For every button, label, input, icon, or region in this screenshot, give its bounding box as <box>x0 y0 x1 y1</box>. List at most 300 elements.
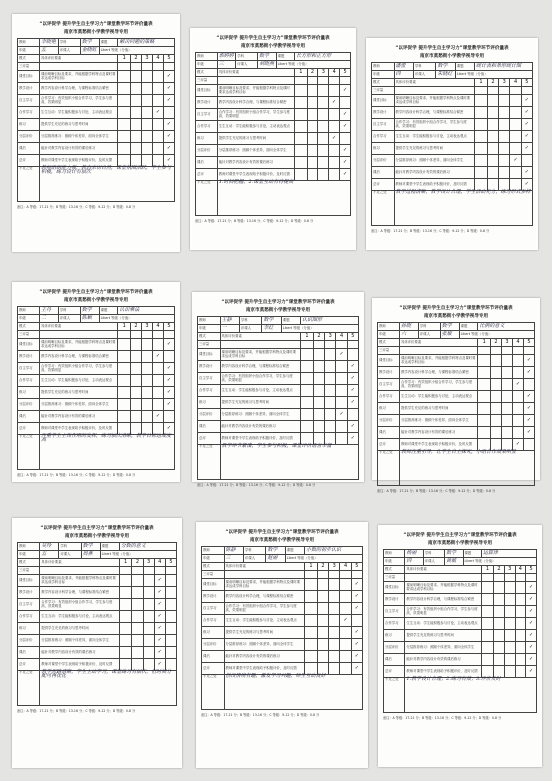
evaluator-name: 朱晓红 <box>436 71 455 79</box>
criteria-section: 总评 <box>198 433 221 445</box>
criteria-row <box>378 391 535 403</box>
criteria-section: 自主学习 <box>18 363 40 375</box>
evaluation-table <box>197 316 359 480</box>
score-cell: ✓ <box>521 143 532 155</box>
label-teacher: 教师 <box>196 53 218 61</box>
label-comment: 不足之处 <box>196 181 218 216</box>
score-cell <box>295 77 307 85</box>
sheet-footnote: 备注：A 等级：17-21 分；B 等级：13-16 分；C 等级：9-12 分；D 等级：0-8 分 <box>197 483 316 487</box>
label-section: 模式 <box>18 323 40 331</box>
subject-value: 数学 <box>80 39 99 47</box>
criteria-text: 能针对教学内容设计有效的课后练习 <box>40 647 119 659</box>
score-cell <box>512 355 523 367</box>
score-cell <box>504 618 515 630</box>
criteria-section: 教学设计 <box>202 591 225 603</box>
evaluation-table <box>371 62 533 226</box>
criteria-text: 生生互动：学生能积极参与讨论，主动表达观点 <box>405 618 481 630</box>
teacher-name: 杨丽 <box>405 550 423 558</box>
score-cell <box>313 409 324 421</box>
score-cell <box>336 361 347 373</box>
sheet-subtitle: 南京市莫愁街小学教学视导专用 <box>63 298 129 303</box>
evaluation-table <box>201 546 363 710</box>
criteria-row <box>18 83 175 95</box>
score-cell <box>119 587 132 599</box>
grade-value: 四 <box>405 558 423 566</box>
criteria-row <box>18 387 175 399</box>
criteria-section: 三评量 <box>378 347 400 355</box>
evaluation-sheet <box>366 38 538 250</box>
criteria-section: 三评量 <box>198 341 221 349</box>
teacher-name: 王静 <box>220 317 239 325</box>
criteria-row <box>196 121 351 133</box>
criteria-row <box>198 349 359 361</box>
score-cell <box>132 587 143 599</box>
criteria-row <box>384 654 537 666</box>
label-subject: 学科 <box>243 547 266 555</box>
label-teacher: 教师 <box>18 39 40 47</box>
label-section: 模式 <box>198 333 221 341</box>
score-cell <box>143 623 154 635</box>
label-grade: 年级 <box>18 551 40 559</box>
score-cell <box>163 351 174 363</box>
score-cell <box>481 606 493 618</box>
score-cell <box>329 603 340 615</box>
criteria-row <box>372 131 533 143</box>
score-cell: ✓ <box>347 385 358 397</box>
score-cell: ✓ <box>340 109 351 121</box>
score-cell <box>307 77 318 85</box>
level-header: 2 <box>130 55 141 63</box>
evaluation-sheet <box>190 28 356 250</box>
label-subject: 学科 <box>59 543 81 551</box>
score-cell: ✓ <box>329 133 340 145</box>
criteria-row <box>378 403 535 415</box>
score-cell <box>510 107 521 119</box>
criteria-text: 生生互动：学生能积极参与讨论，主动表达观点 <box>224 615 304 627</box>
criteria-section: 三评量 <box>372 87 395 95</box>
comment-row <box>384 678 537 713</box>
score-cell <box>318 109 329 121</box>
sheet-title: “以评促学 提升学生自主学习力”课堂教学环节评价量表 <box>216 36 330 41</box>
score-cell <box>141 131 152 143</box>
score-cell <box>152 339 163 351</box>
score-cell <box>329 77 340 85</box>
level-header: 3 <box>504 566 515 574</box>
criteria-text <box>217 77 294 85</box>
score-cell <box>521 87 532 95</box>
score-cell <box>313 385 324 397</box>
label-criteria: 具体评价要素 <box>39 55 117 63</box>
label-subject: 学科 <box>239 317 262 325</box>
score-cell <box>154 567 165 575</box>
sheet-subtitle: 南京市莫愁街小学教学视导专用 <box>63 30 129 35</box>
score-cell <box>325 373 336 385</box>
label-likert: Likert 等级（分值） <box>285 555 362 563</box>
label-teacher: 教师 <box>378 323 400 331</box>
score-cell <box>336 341 347 349</box>
score-cell <box>301 385 314 397</box>
evaluation-sheet <box>378 525 542 767</box>
score-cell <box>351 571 362 579</box>
score-cell <box>340 639 351 651</box>
criteria-row <box>384 574 537 582</box>
sheet-subtitle: 南京市莫愁街小学教学视导专用 <box>245 308 311 313</box>
criteria-section: 自主学习 <box>384 606 405 618</box>
criteria-section: 课后 <box>18 411 40 423</box>
score-cell: ✓ <box>163 375 174 387</box>
criteria-section: 三评量 <box>384 574 405 582</box>
score-cell <box>325 385 336 397</box>
lesson-title: 比例的意义 <box>478 323 535 331</box>
handwritten-comment: 教师注重引导，让学生自主探究，小组合作效果明显 <box>399 451 534 486</box>
score-cell <box>318 133 329 145</box>
teacher-name: 陈静 <box>224 547 243 555</box>
level-header: 1 <box>301 333 314 341</box>
sheet-title: “以评促学 提升学生自主学习力”课堂教学环节评价量表 <box>40 526 154 531</box>
criteria-row <box>384 630 537 642</box>
evaluator-name: 周燕 <box>81 551 100 559</box>
score-cell <box>475 119 488 131</box>
criteria-row <box>18 339 175 351</box>
criteria-text: 教学内容设计科学合理，与课程标准结合紧密 <box>40 587 119 599</box>
criteria-section: 课后 <box>372 167 395 179</box>
level-header: 1 <box>481 566 493 574</box>
evaluation-sheet <box>196 522 368 768</box>
score-cell: ✓ <box>154 623 165 635</box>
score-cell <box>504 574 515 582</box>
score-cell: ✓ <box>523 403 534 415</box>
level-header: 3 <box>499 79 510 87</box>
score-cell <box>501 379 512 391</box>
criteria-text: 教学内容设计科学合理，与课程标准结合紧密 <box>405 594 481 606</box>
criteria-row <box>378 367 535 379</box>
score-cell <box>510 167 521 179</box>
score-cell <box>329 571 340 579</box>
score-cell <box>141 411 152 423</box>
handwritten-comment: 1.教学设计合理；2.练习有效；3.评价及时 <box>405 678 537 713</box>
criteria-text: 能针对教学内容设计有效的课后练习 <box>405 654 481 666</box>
criteria-text: 能针对教学内容设计有效的课后练习 <box>394 167 474 179</box>
score-cell <box>504 606 515 618</box>
criteria-row <box>372 167 533 179</box>
score-cell <box>301 341 314 349</box>
score-cell <box>307 133 318 145</box>
score-cell <box>512 347 523 355</box>
level-header: 1 <box>478 339 491 347</box>
criteria-row <box>196 157 351 169</box>
level-header: 1 <box>295 69 307 77</box>
score-cell: ✓ <box>163 387 174 399</box>
score-cell <box>487 155 498 167</box>
label-section: 模式 <box>202 563 225 571</box>
score-cell <box>143 575 154 587</box>
sheet-footnote: 备注：A 等级：17-21 分；B 等级：13-16 分；C 等级：9-12 分；D 等级：0-8 分 <box>195 219 314 223</box>
score-cell <box>118 83 131 95</box>
score-cell <box>118 363 131 375</box>
criteria-text: 合作学习：有效组织小组合作学习，学生参与度高，效果明显 <box>399 379 477 391</box>
criteria-section: 练习 <box>18 119 40 131</box>
lesson-title: 小数的初步认识 <box>305 547 363 555</box>
score-cell <box>494 594 505 606</box>
handwritten-comment: 教师组织能力强，教态亲切自然，课堂氛围活跃，学生参与积极，练习设计有层次 <box>39 167 174 202</box>
level-header: 3 <box>143 559 154 567</box>
label-section: 模式 <box>18 55 40 63</box>
label-section: 模式 <box>196 69 218 77</box>
score-cell <box>119 623 132 635</box>
score-cell: ✓ <box>347 421 358 433</box>
score-cell: ✓ <box>329 97 340 109</box>
criteria-section: 分层评价 <box>384 642 405 654</box>
score-cell: ✓ <box>340 615 351 627</box>
score-cell <box>512 367 523 379</box>
criteria-text: 教学内容设计科学合理，与课程标准结合紧密 <box>39 351 117 363</box>
level-header: 1 <box>475 79 488 87</box>
criteria-section: 课后 <box>18 647 40 659</box>
score-cell <box>301 397 314 409</box>
score-cell <box>141 71 152 83</box>
score-cell: ✓ <box>351 627 362 639</box>
level-header: 2 <box>132 559 143 567</box>
score-cell <box>499 119 510 131</box>
score-cell <box>118 95 131 107</box>
grade-value: 四 <box>394 71 413 79</box>
score-cell <box>152 143 163 155</box>
score-cell <box>329 85 340 97</box>
score-cell <box>336 421 347 433</box>
score-cell <box>512 415 523 427</box>
score-cell <box>141 143 152 155</box>
evaluator-name: 黄敏 <box>445 558 463 566</box>
score-cell <box>329 145 340 157</box>
criteria-row <box>378 379 535 391</box>
score-cell <box>301 361 314 373</box>
grade-value: 二 <box>39 315 58 323</box>
score-cell <box>295 85 307 97</box>
score-cell <box>318 157 329 169</box>
score-cell <box>325 409 336 421</box>
score-cell <box>490 367 501 379</box>
score-cell <box>317 615 328 627</box>
level-header: 1 <box>305 563 318 571</box>
sheet-footnote: 备注：A 等级：17-21 分；B 等级：13-16 分；C 等级：9-12 分；D 等级：0-8 分 <box>17 709 136 713</box>
label-criteria: 具体评价要素 <box>405 566 481 574</box>
label-likert: Likert 等级（分值） <box>99 315 174 323</box>
criteria-row <box>18 331 175 339</box>
handwritten-comment: 教学环节紧凑，学生参与积极，课堂评价语言丰富 <box>220 445 358 480</box>
criteria-row <box>18 567 177 575</box>
criteria-row <box>202 603 363 615</box>
criteria-section: 练习 <box>202 627 225 639</box>
score-cell <box>340 571 351 579</box>
score-cell <box>163 331 174 339</box>
lesson-title: 认识乘法 <box>118 307 175 315</box>
score-cell <box>340 97 351 109</box>
score-cell <box>487 119 498 131</box>
criteria-text <box>224 571 304 579</box>
criteria-section: 总评 <box>378 439 400 451</box>
score-cell <box>340 651 351 663</box>
criteria-text: 生生互动：学生能积极参与讨论，主动表达观点 <box>217 121 294 133</box>
score-cell <box>307 109 318 121</box>
label-comment: 不足之处 <box>18 435 40 470</box>
criteria-section: 合作学习 <box>18 375 40 387</box>
score-cell <box>340 603 351 615</box>
label-lesson: 课题 <box>459 323 478 331</box>
label-comment: 不足之处 <box>378 451 400 486</box>
score-cell <box>165 623 176 635</box>
score-cell <box>504 594 515 606</box>
label-criteria: 具体评价要素 <box>224 563 304 571</box>
evaluation-table <box>383 549 537 713</box>
score-cell <box>510 143 521 155</box>
lesson-title: 解决问题的策略 <box>118 39 175 47</box>
lesson-title: 统计表和条形统计图 <box>475 63 533 71</box>
score-cell: ✓ <box>340 169 351 181</box>
criteria-text: 提供学生充足的练习与思考时间 <box>40 623 119 635</box>
criteria-section: 教学设计 <box>18 587 40 599</box>
subject-value: 数学 <box>81 543 100 551</box>
criteria-text: 提供学生充足的练习与思考时间 <box>217 133 294 145</box>
score-cell <box>494 582 505 594</box>
level-header: 5 <box>523 339 534 347</box>
score-cell <box>118 339 131 351</box>
score-cell: ✓ <box>526 594 537 606</box>
criteria-section: 分层评价 <box>202 639 225 651</box>
criteria-row <box>198 421 359 433</box>
score-cell <box>130 83 141 95</box>
score-cell <box>165 635 176 647</box>
score-cell <box>305 639 318 651</box>
score-cell <box>141 331 152 339</box>
criteria-text: 教师对课堂中学生表现给予积极评价，及时反馈 <box>39 155 117 167</box>
comment-row <box>378 451 535 486</box>
score-cell <box>119 599 132 611</box>
score-cell <box>130 351 141 363</box>
score-cell <box>481 582 493 594</box>
score-cell <box>305 603 318 615</box>
criteria-text: 课前明晰目标及要求，并能根据学科特点及课时要求达成学科目标 <box>40 575 119 587</box>
sheet-footnote: 备注：A 等级：17-21 分；B 等级：13-16 分；C 等级：9-12 分；D 等级：0-8 分 <box>383 716 502 720</box>
criteria-text <box>394 87 474 95</box>
score-cell <box>336 433 347 445</box>
score-cell <box>165 611 176 623</box>
score-cell <box>475 87 488 95</box>
score-cell <box>141 351 152 363</box>
level-header: 2 <box>130 323 141 331</box>
evaluator-name: 刘晓燕 <box>257 61 276 69</box>
score-cell <box>295 157 307 169</box>
criteria-section: 合作学习 <box>372 131 395 143</box>
score-cell: ✓ <box>351 651 362 663</box>
score-cell <box>329 591 340 603</box>
criteria-text: 课前明晰目标及要求，并能根据学科特点及课时要求达成学科目标 <box>220 349 300 361</box>
score-cell <box>152 387 163 399</box>
criteria-section: 练习 <box>196 133 218 145</box>
score-cell <box>510 95 521 107</box>
criteria-row <box>202 579 363 591</box>
score-cell <box>118 143 131 155</box>
evaluation-sheet <box>12 14 180 252</box>
criteria-section: 总评 <box>18 155 40 167</box>
score-cell <box>329 651 340 663</box>
score-cell <box>329 639 340 651</box>
teacher-name: 郭婷婷 <box>217 53 236 61</box>
score-cell <box>301 373 314 385</box>
subject-value: 数学 <box>440 323 459 331</box>
lesson-title: 认识图形 <box>301 317 359 325</box>
criteria-text: 能针对教学内容设计有效的课后练习 <box>217 157 294 169</box>
label-section: 模式 <box>18 559 40 567</box>
score-cell <box>347 349 358 361</box>
criteria-section: 练习 <box>372 143 395 155</box>
level-header: 3 <box>329 563 340 571</box>
criteria-text: 生生互动：学生能积极参与讨论，主动表达观点 <box>39 375 117 387</box>
score-cell <box>143 635 154 647</box>
score-cell <box>515 654 526 666</box>
score-cell <box>141 339 152 351</box>
evaluation-table <box>17 38 175 202</box>
score-cell: ✓ <box>340 121 351 133</box>
comment-row <box>372 191 533 226</box>
score-cell <box>119 635 132 647</box>
label-subject: 学科 <box>58 39 80 47</box>
score-cell <box>340 591 351 603</box>
score-cell <box>499 107 510 119</box>
teacher-name: 吴玲 <box>40 543 59 551</box>
criteria-section: 课堂目标 <box>196 85 218 97</box>
evaluator-name: 赵丽 <box>266 555 285 563</box>
criteria-text: 分层推荐练习：照顾个体差异，面向全体学生 <box>394 155 474 167</box>
score-cell <box>504 642 515 654</box>
score-cell <box>152 331 163 339</box>
criteria-row <box>196 133 351 145</box>
criteria-row <box>196 145 351 157</box>
label-grade: 年级 <box>384 558 405 566</box>
criteria-section: 三评量 <box>18 567 40 575</box>
score-cell <box>347 409 358 421</box>
criteria-row <box>196 97 351 109</box>
score-cell <box>132 611 143 623</box>
criteria-text: 课前明晰目标及要求，并能根据学科特点及课时要求达成学科目标 <box>39 339 117 351</box>
criteria-row <box>372 87 533 95</box>
score-cell <box>305 579 318 591</box>
score-cell: ✓ <box>163 83 174 95</box>
label-teacher: 教师 <box>202 547 225 555</box>
score-cell: ✓ <box>163 119 174 131</box>
label-comment: 不足之处 <box>198 445 221 480</box>
score-cell: ✓ <box>521 107 532 119</box>
handwritten-comment: 教学思路清晰，学生主动学习，课堂练习有层次，但时间分配可再优化 <box>40 671 177 706</box>
criteria-row <box>378 427 535 439</box>
level-header: 5 <box>526 566 537 574</box>
score-cell <box>295 97 307 109</box>
criteria-text: 教学内容设计科学合理，与课程标准结合紧密 <box>39 83 117 95</box>
score-cell <box>130 95 141 107</box>
label-subject: 学科 <box>236 53 258 61</box>
label-section: 模式 <box>384 566 405 574</box>
score-cell <box>501 355 512 367</box>
score-cell: ✓ <box>163 143 174 155</box>
criteria-section: 课堂目标 <box>384 582 405 594</box>
score-cell <box>318 169 329 181</box>
criteria-row <box>18 375 175 387</box>
criteria-text <box>40 567 119 575</box>
score-cell: ✓ <box>154 647 165 659</box>
score-cell <box>336 397 347 409</box>
score-cell <box>478 347 491 355</box>
score-cell: ✓ <box>152 351 163 363</box>
score-cell <box>494 574 505 582</box>
